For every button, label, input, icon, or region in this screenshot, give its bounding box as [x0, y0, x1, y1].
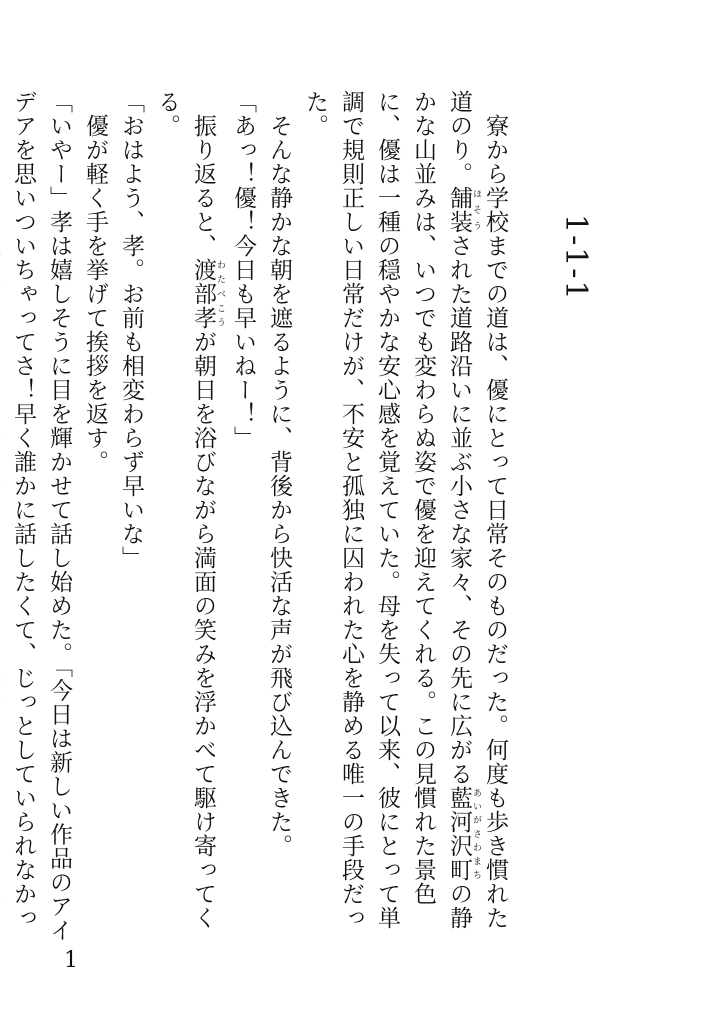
paragraph	[77, 90, 113, 950]
ruby-reading: ほそう	[471, 186, 481, 234]
text-run: そんな静かな朝を遮るように、背後から快活な声が飛び込んできた。	[266, 90, 292, 858]
paragraph	[149, 90, 225, 950]
paragraph	[297, 90, 513, 950]
ruby-base: 舗装	[446, 186, 472, 234]
paragraph	[261, 90, 297, 950]
text-run: 「おはよう、孝。お前も相変わらず早いな」	[118, 90, 144, 570]
ruby-word	[190, 258, 225, 330]
text-run: の静かな山並みは、いつでも変わらぬ姿で優を迎えてくれる。この見慣れた景色に、優は一種の穏やかな安心感を覚えていた。母を失って以来、彼にとって単調で規則正しい日常だけが、不安と孤独に囚われた心を静める唯一の手段だった。	[302, 90, 472, 930]
page-number: 1	[64, 948, 78, 973]
chapter-title: 1-1-1	[558, 214, 593, 302]
ruby-base: 渡部孝	[190, 258, 216, 330]
text-run: 寮から学校までの道は、優にとって日常そのものだった。何度も歩き慣れた道のり。	[446, 90, 508, 930]
ruby-reading: あいがさわまち	[471, 786, 481, 882]
text-run: 「いやー」孝は嬉しそうに目を輝かせて話し始めた。「今日は新しい作品のアイデアを思いついちゃってさ！早く誰かに話したくて、じっとしていられなかっ	[10, 90, 72, 943]
body-text	[0, 90, 513, 950]
text-run: が朝日を浴びながら満面の笑みを浮かべて駆け寄ってくる。	[154, 90, 216, 930]
ruby-base: 藍河沢町	[446, 786, 472, 882]
ruby-word	[446, 786, 481, 882]
paragraph	[113, 90, 149, 950]
text-run: された道路沿いに並ぶ小さな家々、その先に広がる	[446, 234, 472, 786]
ruby-reading: わたべこう	[215, 258, 225, 330]
text-run: 優が軽く手を挙げて挨拶を返す。	[82, 90, 108, 474]
text-run: 振り返ると、	[190, 90, 216, 258]
paragraph	[225, 90, 261, 950]
ruby-word	[446, 186, 481, 234]
text-run: 「あっ！優！今日も早いねー！」	[230, 90, 256, 450]
paragraph	[0, 90, 77, 950]
